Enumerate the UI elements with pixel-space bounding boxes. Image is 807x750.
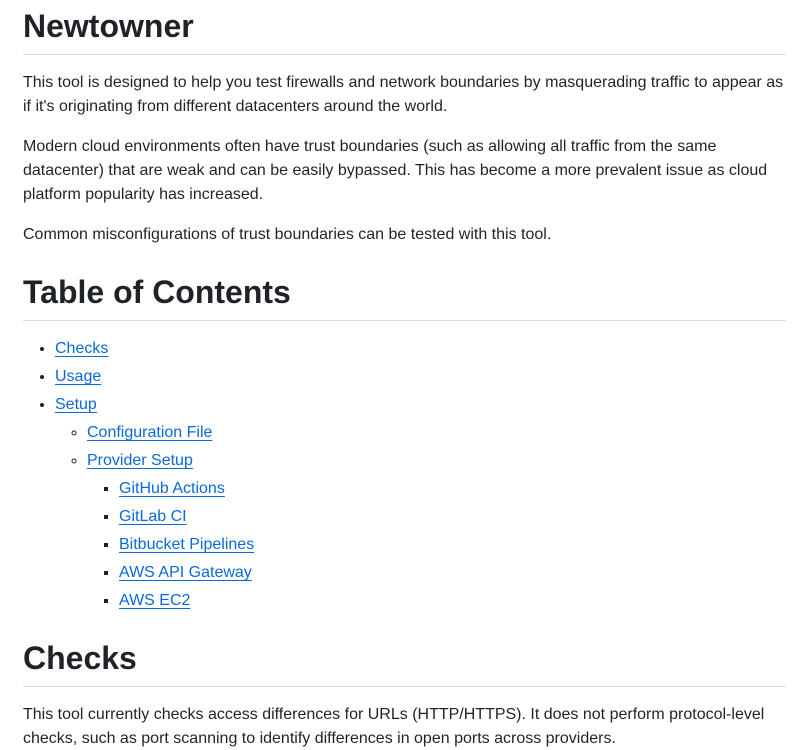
toc-link-usage[interactable]: Usage xyxy=(55,368,102,385)
intro-paragraph: Common misconfigurations of trust boundaries can be tested with this tool. xyxy=(23,226,552,243)
readme-content xyxy=(0,6,807,750)
list-item xyxy=(55,337,786,361)
toc-link-aws-ec2[interactable]: AWS EC2 xyxy=(119,592,191,609)
checks-heading: Checks xyxy=(23,638,786,687)
list-item xyxy=(119,589,786,613)
list-item xyxy=(87,449,786,613)
list-item xyxy=(119,477,786,501)
toc-link-bitbucket-pipelines[interactable]: Bitbucket Pipelines xyxy=(119,536,255,553)
list-item xyxy=(55,365,786,389)
list-item xyxy=(55,393,786,613)
toc-link-configuration-file[interactable]: Configuration File xyxy=(87,424,213,441)
toc-link-setup[interactable]: Setup xyxy=(55,396,97,413)
toc-list xyxy=(23,337,786,613)
toc-link-aws-api-gateway[interactable]: AWS API Gateway xyxy=(119,564,252,581)
toc-sublist xyxy=(55,421,786,613)
checks-paragraph: This tool currently checks access differences for URLs (HTTP/HTTPS). It does not perform protocol-level checks, such as port scanning to identify differences in open ports across providers. xyxy=(23,706,765,747)
intro-paragraph: This tool is designed to help you test firewalls and network boundaries by masquerading traffic to appear as if it's originating from different datacenters around the world. xyxy=(23,74,784,115)
toc-link-gitlab-ci[interactable]: GitLab CI xyxy=(119,508,187,525)
list-item xyxy=(87,421,786,445)
intro-paragraph: Modern cloud environments often have trust boundaries (such as allowing all traffic from the same datacenter) that are weak and can be easily bypassed. This has become a more prevalent issue as cloud platform popularity has increased. xyxy=(23,138,768,203)
toc-link-provider-setup[interactable]: Provider Setup xyxy=(87,452,193,469)
toc-link-checks[interactable]: Checks xyxy=(55,340,109,357)
list-item xyxy=(119,561,786,585)
toc-provider-list xyxy=(87,477,786,613)
toc-heading: Table of Contents xyxy=(23,272,786,321)
page-title: Newtowner xyxy=(23,6,786,55)
list-item xyxy=(119,505,786,529)
toc-link-github-actions[interactable]: GitHub Actions xyxy=(119,480,225,497)
list-item xyxy=(119,533,786,557)
